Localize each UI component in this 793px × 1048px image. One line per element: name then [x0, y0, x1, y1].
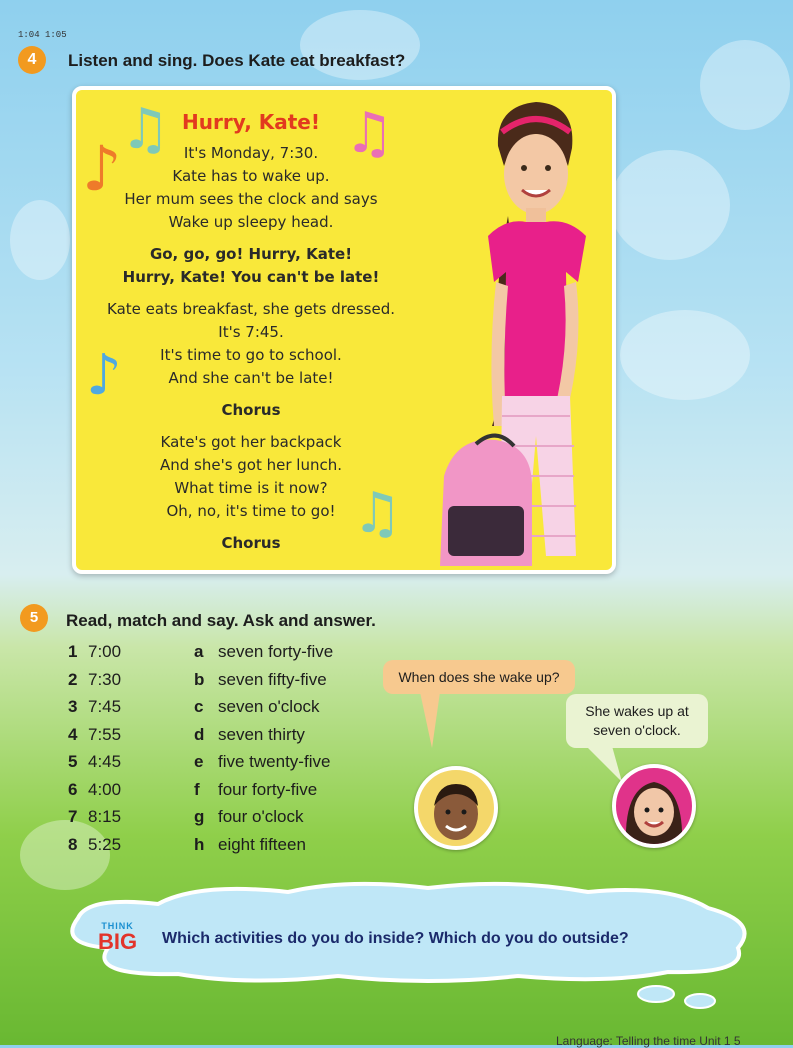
exercise-5-instruction: Read, match and say. Ask and answer.: [66, 611, 376, 630]
lyric-line: It's time to go to school.: [160, 346, 342, 364]
time-item: [68, 748, 121, 776]
time-item-number: 2: [68, 669, 78, 689]
lyric-line: Kate has to wake up.: [172, 167, 330, 185]
big-label: BIG: [98, 929, 138, 954]
music-note-icon: ♫: [344, 101, 395, 166]
track-numbers: 1:04 1:05: [18, 30, 67, 40]
time-item: [68, 693, 121, 721]
exercise-number-4: 4: [18, 46, 46, 74]
time-item-number: 5: [68, 752, 78, 771]
time-in-words: seven forty-five: [218, 642, 334, 661]
lyric-line: It's Monday, 7:30.: [183, 144, 319, 162]
answer-text-line2: seven o'clock.: [593, 722, 681, 738]
think-big-question: Which activities do you do inside? Which do you do outside?: [162, 930, 629, 947]
chorus-line: Chorus: [221, 534, 281, 552]
time-item-number: 4: [68, 724, 78, 744]
time-item-number: 3: [68, 697, 78, 716]
time-in-words: four forty-five: [218, 779, 318, 799]
think-label: THINK: [101, 921, 134, 931]
word-item-letter: c: [194, 697, 204, 716]
lyric-line: Kate's got her backpack: [160, 433, 342, 451]
times-list: [68, 638, 121, 858]
think-big-logo: [98, 922, 137, 953]
boy-avatar: [414, 766, 498, 850]
lyric-line: What time is it now?: [174, 479, 328, 497]
lyric-line: Her mum sees the clock and says: [124, 190, 378, 208]
word-item-letter: e: [194, 752, 204, 771]
chorus-line: Chorus: [221, 401, 281, 419]
song-stanza: [92, 298, 410, 390]
time-in-words: five twenty-five: [218, 752, 331, 771]
time-in-words: four o'clock: [218, 807, 304, 826]
bubble-tail: [418, 692, 442, 748]
girl-with-backpack-photo: [436, 96, 612, 566]
lyric-line: Oh, no, it's time to go!: [166, 502, 336, 520]
time-in-words: eight fifteen: [218, 834, 306, 854]
time-item-number: 1: [68, 642, 78, 661]
word-item: [194, 803, 333, 831]
time-value: 4:45: [88, 752, 122, 771]
lyric-line: And she can't be late!: [168, 369, 334, 387]
song-panel: [72, 86, 616, 574]
time-value: 8:15: [88, 807, 122, 826]
time-in-words: seven thirty: [218, 724, 305, 744]
girl-avatar: [612, 764, 696, 848]
bokeh: [620, 310, 750, 400]
word-item: [194, 721, 333, 749]
time-value: 5:25: [88, 834, 122, 854]
word-item: [194, 748, 333, 776]
time-value: 7:00: [88, 642, 122, 661]
thought-bubbles: [634, 984, 718, 1010]
time-in-words: seven o'clock: [218, 697, 320, 716]
time-in-words: seven fifty-five: [218, 669, 327, 689]
music-note-icon: ♫: [120, 97, 171, 162]
word-item-letter: f: [194, 779, 200, 799]
time-value: 4:00: [88, 779, 122, 799]
time-value: 7:45: [88, 697, 122, 716]
song-stanza: [92, 399, 410, 422]
time-item-number: 6: [68, 779, 78, 799]
song-title: Hurry, Kate!: [182, 110, 320, 134]
chorus-line: Hurry, Kate! You can't be late!: [122, 268, 380, 286]
lyric-line: And she's got her lunch.: [159, 456, 343, 474]
lyric-line: It's 7:45.: [218, 323, 284, 341]
word-item: [194, 693, 333, 721]
time-item-number: 7: [68, 807, 78, 826]
word-item: [194, 776, 333, 804]
exercise-4-instruction: Listen and sing. Does Kate eat breakfast?: [68, 51, 406, 70]
music-note-icon: ♪: [82, 132, 122, 205]
song-stanza: [92, 243, 410, 289]
lyric-line: Kate eats breakfast, she gets dressed.: [107, 300, 395, 318]
word-item-letter: a: [194, 642, 204, 661]
answer-speech-bubble: [566, 694, 708, 748]
word-item: [194, 831, 333, 859]
bokeh: [700, 40, 790, 130]
bokeh: [10, 200, 70, 280]
word-item-letter: b: [194, 669, 205, 689]
time-item: [68, 666, 121, 694]
exercise-number-5: 5: [20, 604, 48, 632]
word-item: [194, 666, 333, 694]
time-value: 7:30: [88, 669, 122, 689]
bokeh: [610, 150, 730, 260]
word-item: [194, 638, 333, 666]
page-footer: Language: Telling the time Unit 1 5: [556, 1034, 741, 1048]
time-item: [68, 803, 121, 831]
word-item-letter: d: [194, 724, 205, 744]
time-item: [68, 776, 121, 804]
time-item: [68, 721, 121, 749]
word-item-letter: h: [194, 834, 205, 854]
lyric-line: Wake up sleepy head.: [168, 213, 334, 231]
time-value: 7:55: [88, 724, 122, 744]
words-list: [194, 638, 333, 858]
answer-text-line1: She wakes up at: [585, 703, 689, 719]
music-note-icon: ♫: [352, 481, 403, 546]
time-item: [68, 638, 121, 666]
music-note-icon: ♪: [86, 343, 122, 408]
word-item-letter: g: [194, 807, 205, 826]
chorus-line: Go, go, go! Hurry, Kate!: [149, 245, 353, 263]
question-speech-bubble: [383, 660, 575, 694]
time-item-number: 8: [68, 834, 78, 854]
question-text: When does she wake up?: [398, 669, 560, 685]
time-item: [68, 831, 121, 859]
